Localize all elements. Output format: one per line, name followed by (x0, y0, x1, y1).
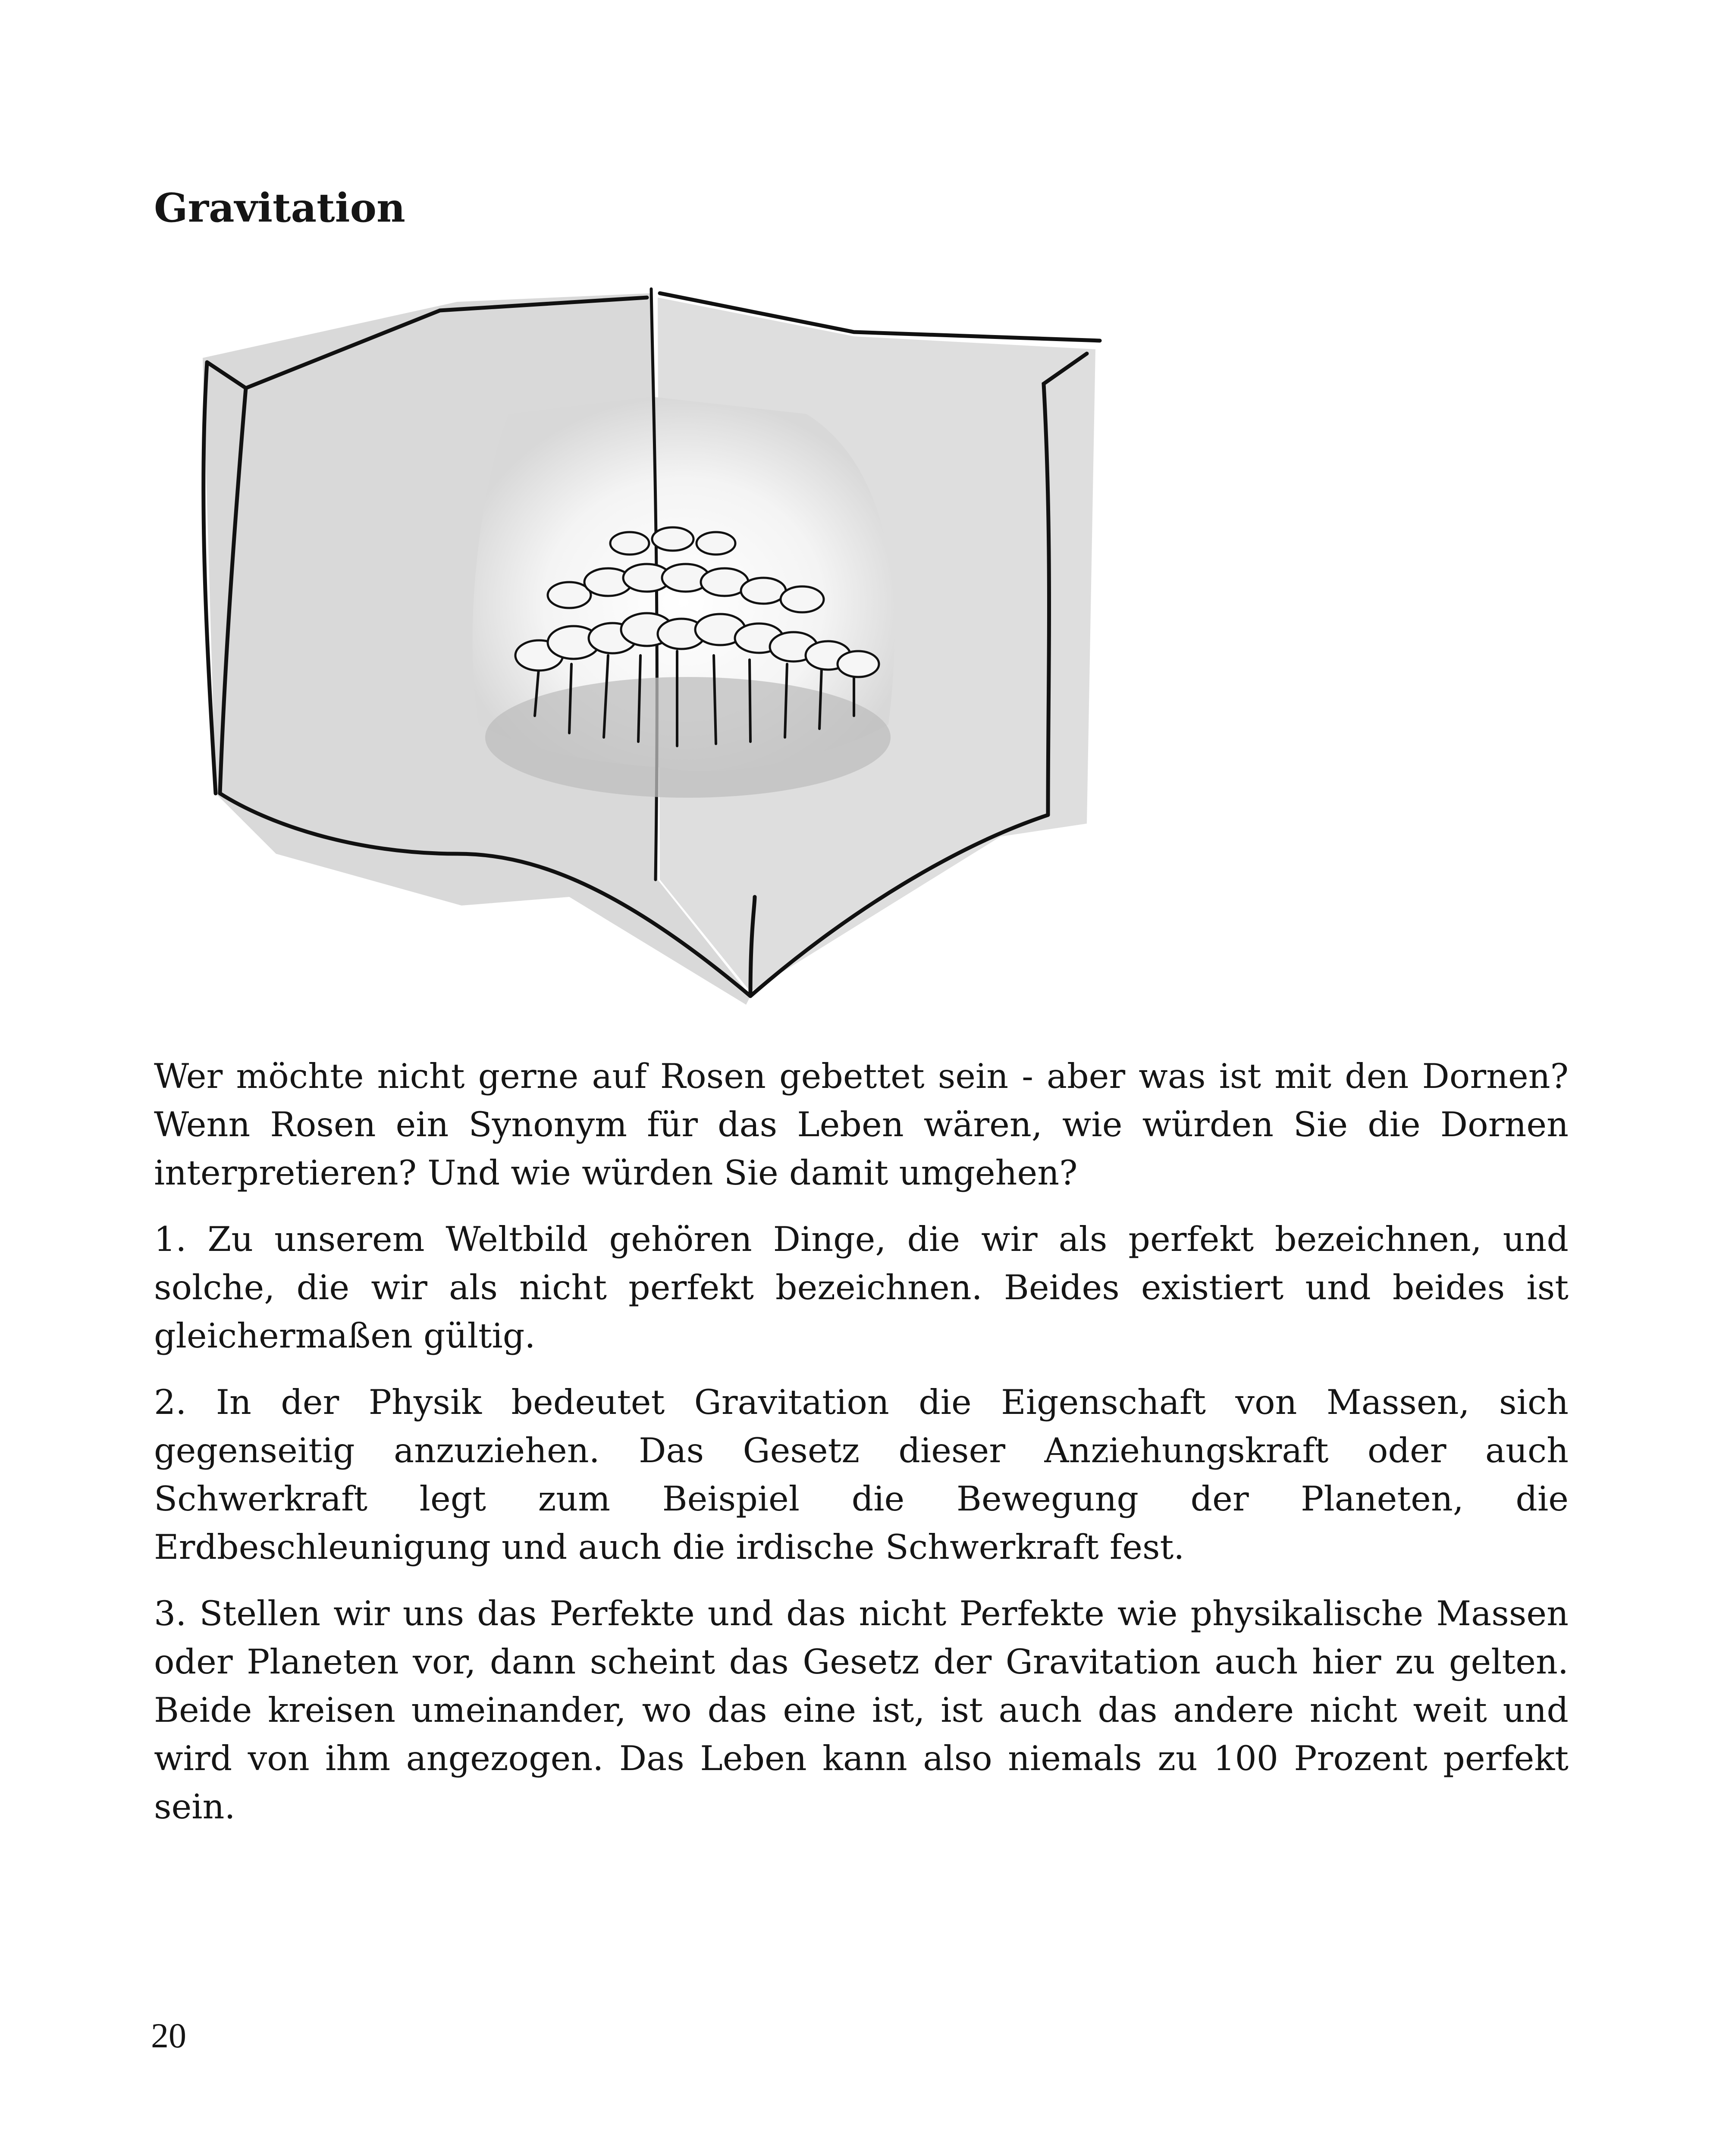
page-number: 20 (151, 2016, 186, 2055)
illustration (181, 285, 1147, 1026)
paragraph-3: 3. Stellen wir uns das Perfekte und das nicht Perfekte wie physikalische Massen oder Planeten vor, dann scheint das Gesetz der Gravitation auch hier zu gelten. Beide kreisen umeinander, wo das eine ist, ist auch das andere nicht weit und wird von ihm angezogen. Das Leben kann also niemals zu 100 Prozent perfekt sein. (154, 1594, 1569, 1827)
body-text (154, 1052, 1569, 1849)
page-title: Gravitation (154, 185, 405, 231)
paragraph-2: 2. In der Physik bedeutet Gravitation die Eigenschaft von Massen, sich gegenseitig anzuziehen. Das Gesetz dieser Anziehungskraft oder auch Schwerkraft legt zum Beispiel die Bewegung der Planeten, die Erdbeschleunigung und auch die irdische Schwerkraft fest. (154, 1382, 1569, 1567)
roses-in-box-sketch-icon (181, 285, 1147, 1026)
paragraph-intro: Wer möchte nicht gerne auf Rosen gebettet sein - aber was ist mit den Dornen? Wenn Rosen ein Synonym für das Leben wären, wie würden Sie die Dornen interpretieren? Und wie würden Sie damit umgehen? (154, 1056, 1569, 1193)
paragraph-1: 1. Zu unserem Weltbild gehören Dinge, die wir als perfekt bezeichnen, und solche, die wir als nicht perfekt bezeichnen. Beides existiert und beides ist gleichermaßen gültig. (154, 1219, 1569, 1356)
